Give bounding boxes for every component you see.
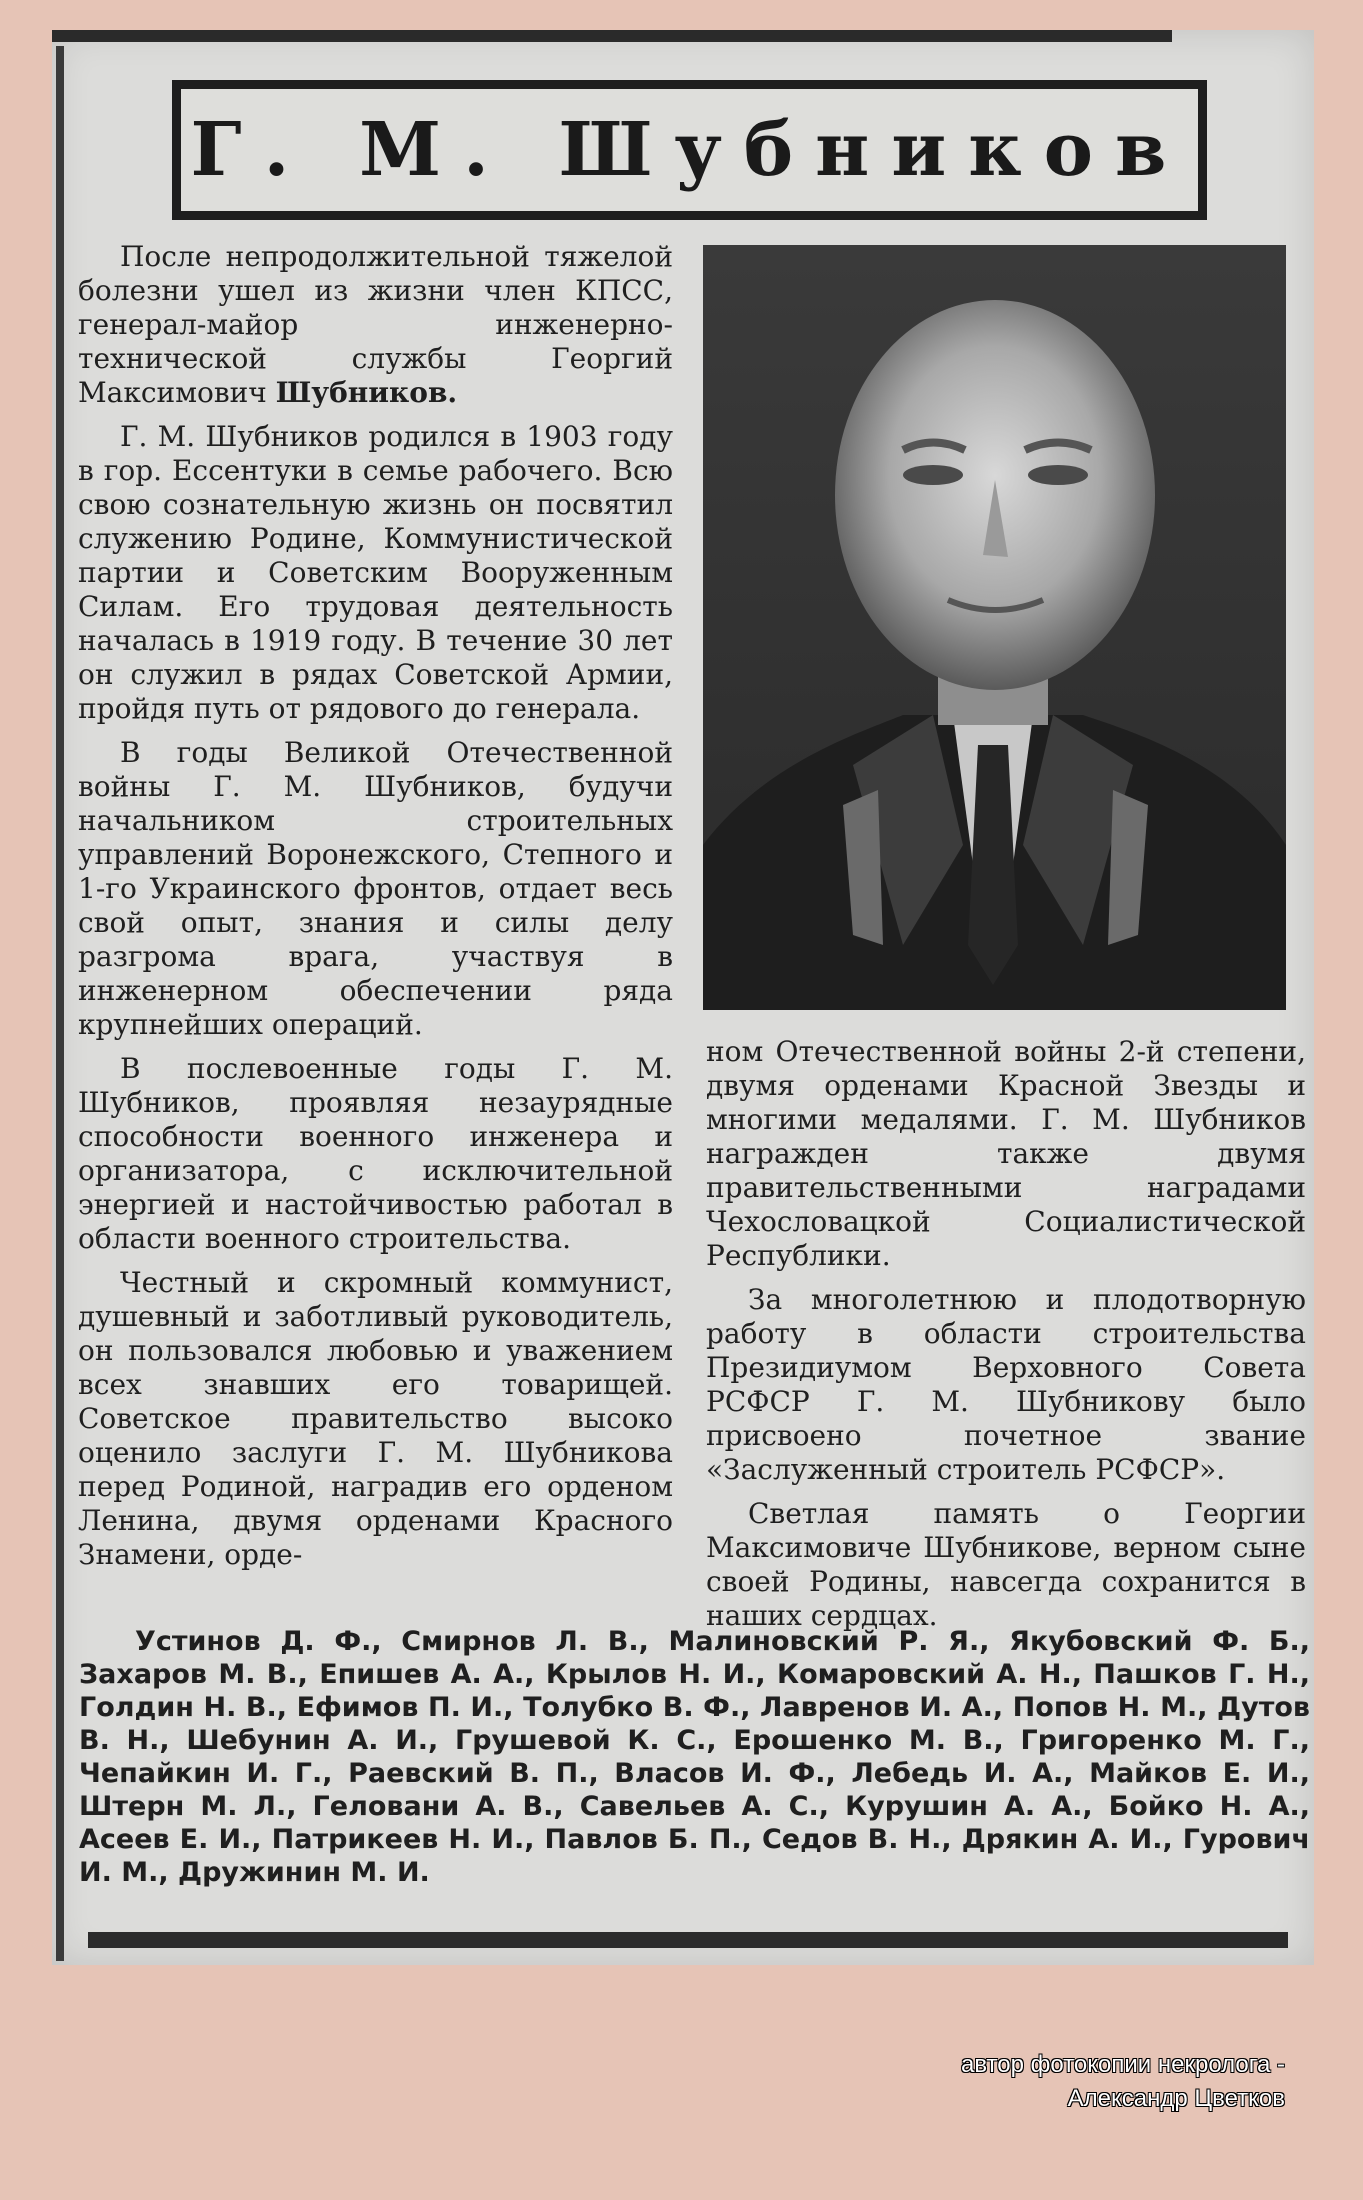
paragraph-4: В послевоенные годы Г. М. Шубников, проявляя незаурядные способности военного инженера и организатора, с исключительной энергией и настойчивостью работал в области военного строительства. [78, 1052, 673, 1255]
paragraph-6: ном Отечественной войны 2-й степени, двумя орденами Красной Звезды и многими медалями. Г. М. Шубников награжден также двумя правительственными наградами Чехословацкой Социалистической Республики. [706, 1035, 1306, 1272]
paragraph-7: За многолетнюю и плодотворную работу в области строительства Президиумом Верховного Совета РСФСР Г. М. Шубникову было присвоено почетное звание «Заслуженный строитель РСФСР». [706, 1283, 1306, 1486]
paragraph-1-text: После непродолжительной тяжелой болезни ушел из жизни член КПСС, генерал-майор инженерно-технической службы Георгий Максимович [78, 240, 673, 409]
bottom-border-rule [88, 1932, 1288, 1948]
credit-line-2: Александр Цветков [1067, 2085, 1285, 2112]
paragraph-8: Светлая память о Георгии Максимовиче Шубникове, верном сыне своей Родины, навсегда сохранится в наших сердцах. [706, 1497, 1306, 1632]
obituary-title: Г. М. Шубников [190, 107, 1189, 193]
paragraph-1-name-bold: Шубников. [275, 376, 458, 409]
paragraph-1 [78, 240, 673, 410]
right-text-column [706, 1035, 1306, 1632]
portrait-photo [703, 245, 1286, 1010]
paragraph-3: В годы Великой Отечественной войны Г. М. Шубников, будучи начальником строительных управлений Воронежского, Степного и 1-го Украинского фронтов, отдает весь свой опыт, знания и силы делу разгрома врага, участвуя в инженерном обеспечении ряда крупнейших операций. [78, 736, 673, 1041]
title-frame [172, 80, 1207, 220]
signatories-names: Устинов Д. Ф., Смирнов Л. В., Малиновский Р. Я., Якубовский Ф. Б., Захаров М. В., Епишев А. А., Крылов Н. И., Комаровский А. Н., Пашков Г. Н., Голдин Н. В., Ефимов П. И., Толубко В. Ф., Лавренов И. А., Попов Н. М., Дутов В. Н., Шебунин А. И., Грушевой К. С., Ерошенко М. В., Григоренко М. Г., Чепайкин И. Г., Раевский В. П., Власов И. Ф., Лебедь И. А., Майков Е. И., Штерн М. Л., Геловани А. В., Савельев А. С., Курушин А. А., Бойко Н. А., Асеев Е. И., Патрикеев Н. И., Павлов Б. П., Седов В. Н., Дрякин А. И., Гурович И. М., Дружинин М. И. [79, 1626, 1310, 1888]
paragraph-5: Честный и скромный коммунист, душевный и заботливый руководитель, он пользовался любовью и уважением всех знавших его товарищей. Советское правительство высоко оценило заслуги Г. М. Шубникова перед Родиной, наградив его орденом Ленина, двумя орденами Красного Знамени, орде- [78, 1266, 673, 1571]
top-border-rule [52, 30, 1172, 42]
signatories-list [79, 1625, 1310, 1925]
photocopy-credit [785, 2048, 1285, 2116]
left-border-rule [56, 46, 64, 1961]
paragraph-2: Г. М. Шубников родился в 1903 году в гор. Ессентуки в семье рабочего. Всю свою сознательную жизнь он посвятил служению Родине, Коммунистической партии и Советским Вооруженным Силам. Его трудовая деятельность началась в 1919 году. В течение 30 лет он служил в рядах Советской Армии, пройдя путь от рядового до генерала. [78, 420, 673, 725]
left-text-column [78, 240, 673, 1605]
credit-line-1: автор фотокопии некролога - [960, 2051, 1285, 2078]
portrait-illustration [703, 245, 1286, 1010]
